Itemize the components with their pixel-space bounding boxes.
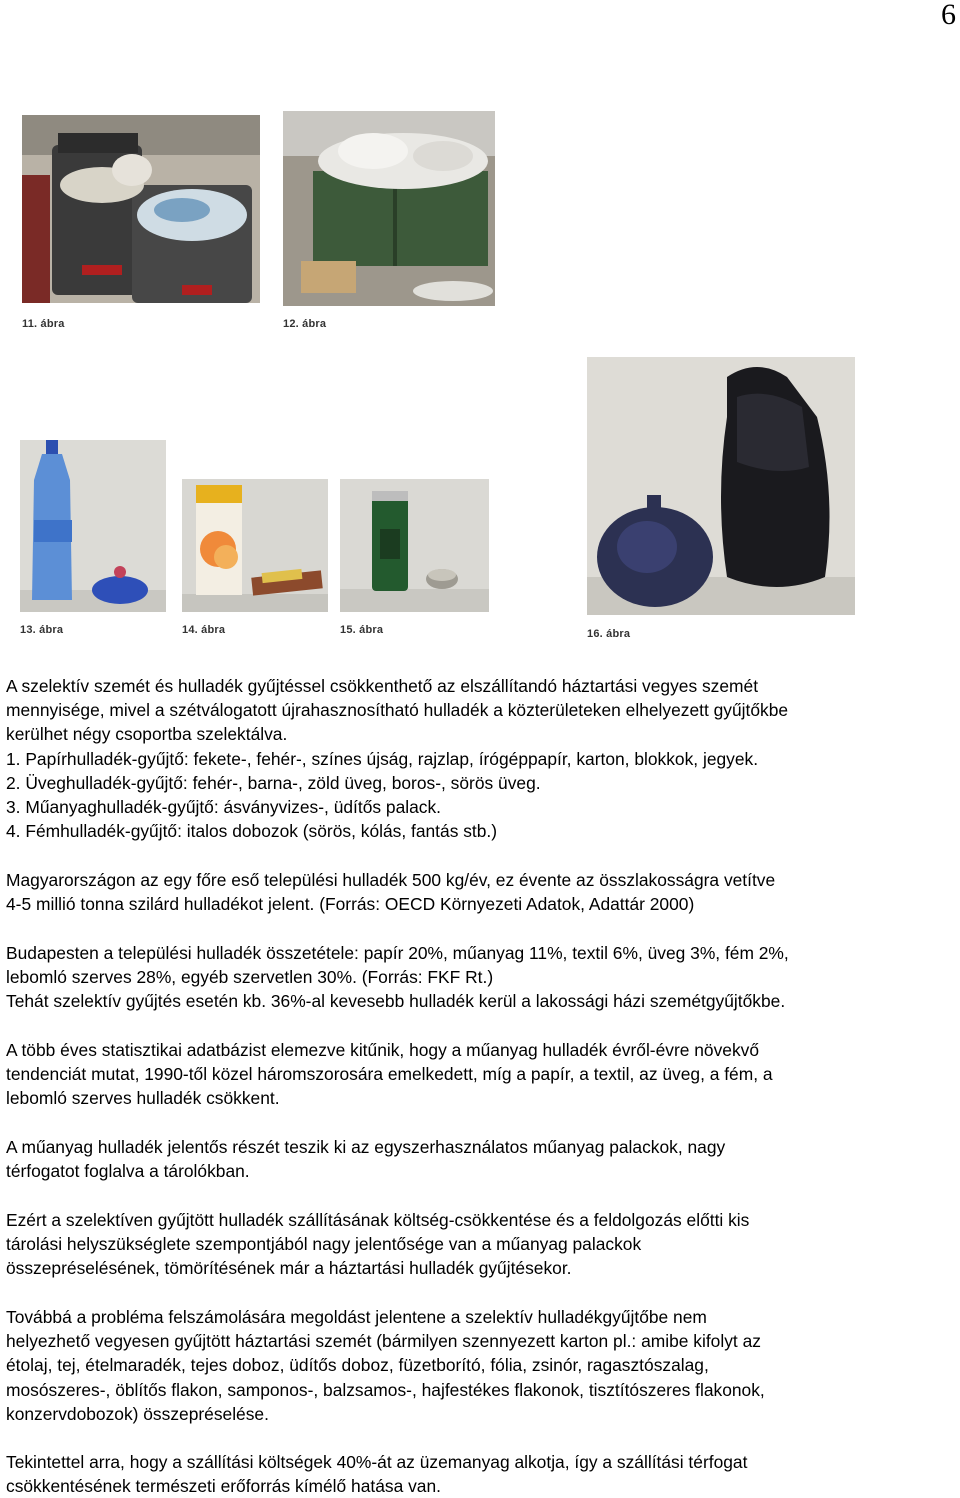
beverage-can-and-crushed-can-photo xyxy=(340,479,489,612)
text-line: Ezért a szelektíven gyűjtött hulladék szállításának költség-csökkentése és a feldolgozás előtti kis xyxy=(6,1210,750,1230)
figure-11-photo xyxy=(22,115,260,303)
figure-11-caption: 11. ábra xyxy=(22,318,65,330)
figure-13-caption: 13. ábra xyxy=(20,624,64,636)
list-item-metal: 4. Fémhulladék-gyűjtő: italos dobozok (sörös, kólás, fantás stb.) xyxy=(6,821,498,842)
text-line: összepréselésének, tömörítésének már a háztartási hulladék gyűjtésekor. xyxy=(6,1258,572,1279)
text-line: Budapesten a települési hulladék összetétele: papír 20%, műanyag 11%, textil 6%, üveg 3%, fém 2%, xyxy=(6,943,789,963)
text-line: lebomló szerves 28%, egyéb szervetlen 30%. (Forrás: FKF Rt.) xyxy=(6,967,494,988)
list-item-plastic: 3. Műanyaghulladék-gyűjtő: ásványvizes-, üdítős palack. xyxy=(6,797,442,818)
text-line: Magyarországon az egy főre eső települési hulladék 500 kg/év, ez évente az összlakosságra vetítve xyxy=(6,870,776,890)
text-line: Továbbá a probléma felszámolására megoldást jelentene a szelektív hulladékgyűjtőbe nem xyxy=(6,1307,707,1327)
text-line: lebomló szerves hulladék csökkent. xyxy=(6,1088,280,1109)
overflowing-green-containers-photo xyxy=(283,111,495,306)
paragraph-budapest-composition xyxy=(6,941,956,1014)
list-item-paper: 1. Papírhulladék-gyűjtő: fekete-, fehér-, színes újság, rajzlap, írógéppapír, karton, blokkok, jegyek. xyxy=(6,748,759,769)
text-line: mennyisége, mivel a szétválogatott újrahasznosítható hulladék a közterületeken elhelyezett gyűjtőkbe xyxy=(6,700,789,721)
text-line: 4-5 millió tonna szilárd hulladékot jelent. (Forrás: OECD Környezeti Adatok, Adattár 2000) xyxy=(6,894,695,915)
paragraph-fuel-costs xyxy=(6,1450,956,1498)
paragraph-transport-cost xyxy=(6,1208,956,1281)
plastic-bottle-and-crushed-bottle-photo xyxy=(20,440,166,612)
paragraph-plastic-bottles xyxy=(6,1135,956,1183)
paragraph-mixed-waste xyxy=(6,1305,956,1426)
paragraph-statistics xyxy=(6,1038,956,1111)
juice-carton-and-flattened-carton-photo xyxy=(182,479,328,612)
text-line: térfogatot foglalva a tárolókban. xyxy=(6,1161,250,1182)
list-item-glass: 2. Üveghulladék-gyűjtő: fehér-, barna-, zöld üveg, boros-, sörös üveg. xyxy=(6,772,541,793)
figure-14-caption: 14. ábra xyxy=(182,624,226,636)
text-line: Tekintettel arra, hogy a szállítási költségek 40%-át az üzemanyag alkotja, így a szállítási térfogat xyxy=(6,1452,748,1472)
text-line: A több éves statisztikai adatbázist elemezve kitűnik, hogy a műanyag hulladék évről-évre növekvő xyxy=(6,1040,760,1060)
figure-13-photo xyxy=(20,440,166,612)
text-line: tárolási helyszükséglete szempontjából nagy jelentősége van a műanyag palackok xyxy=(6,1234,642,1255)
figure-12-caption: 12. ábra xyxy=(283,318,327,330)
text-line: A műanyag hulladék jelentős részét teszik ki az egyszerhasználatos műanyag palackok, nagy xyxy=(6,1137,726,1157)
overflowing-black-wheelie-bins-photo xyxy=(22,115,260,303)
figure-16-caption: 16. ábra xyxy=(587,628,631,640)
paragraph-hungary-waste xyxy=(6,868,956,916)
figure-12-photo xyxy=(283,111,495,306)
text-line: étolaj, tej, ételmaradék, tejes doboz, üdítős doboz, füzetborító, fólia, zsinór, ragasztószalag, xyxy=(6,1355,709,1376)
text-line: kerülhet négy csoportba szelektálva. xyxy=(6,724,288,745)
text-line: helyezhető vegyesen gyűjtött háztartási szemét (bármilyen szennyezett karton pl.: amibe kifolyt az xyxy=(6,1331,761,1352)
text-line: mosószeres-, öblítős flakon, samponos-, balzsamos-, hajfestékes flakonok, tisztítószeres flakonok, xyxy=(6,1379,765,1400)
text-line: konzervdobozok) összepréselése. xyxy=(6,1403,269,1424)
figure-15-photo xyxy=(340,479,489,612)
figure-14-photo xyxy=(182,479,328,612)
text-line: Tehát szelektív gyűjtés esetén kb. 36%-al kevesebb hulladék kerül a lakossági házi szemétgyűjtőkbe. xyxy=(6,991,786,1012)
text-line: A szelektív szemét és hulladék gyűjtéssel csökkenthető az elszállítandó háztartási vegyes szemét xyxy=(6,676,759,696)
page-number: 6 xyxy=(941,0,956,31)
text-line: tendenciát mutat, 1990-től közel háromszorosára emelkedett, míg a papír, a textil, az üveg, a fém, a xyxy=(6,1064,773,1085)
figure-15-caption: 15. ábra xyxy=(340,624,384,636)
waste-bags-comparison-photo xyxy=(587,357,855,615)
figure-16-photo xyxy=(587,357,855,615)
paragraph-selective-collection xyxy=(6,674,956,843)
text-line: csökkentésének természeti erőforrás kímélő hatása van. xyxy=(6,1476,441,1497)
